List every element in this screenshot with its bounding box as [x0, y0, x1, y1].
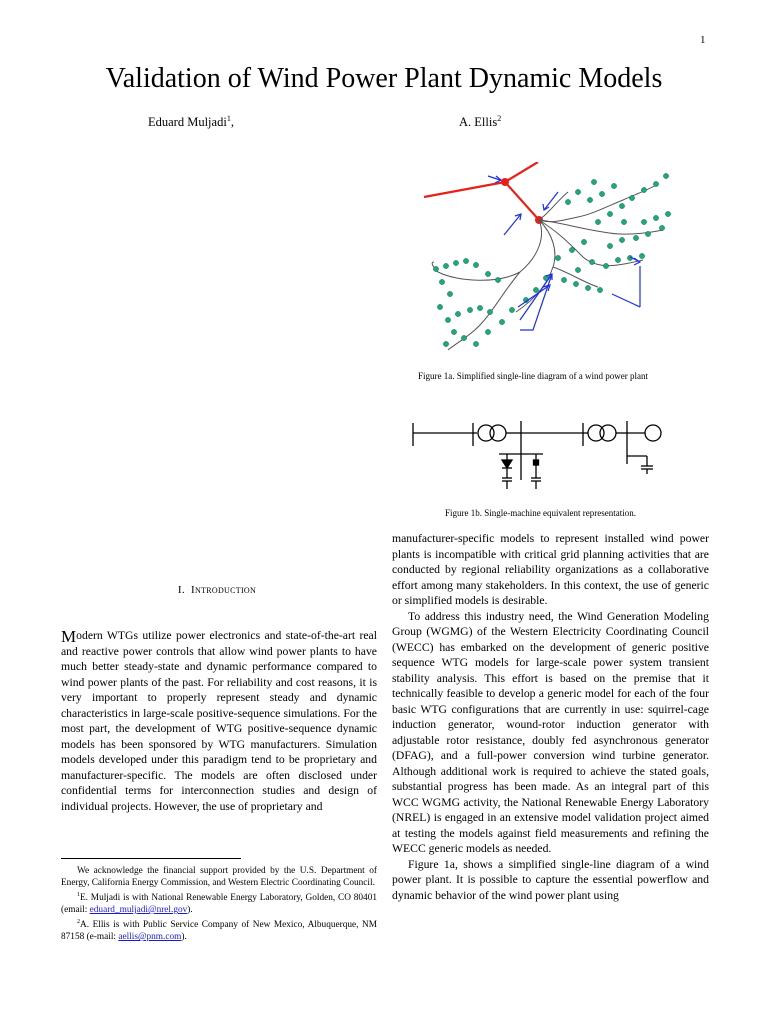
drop-cap: M	[61, 627, 77, 646]
right-column-text	[392, 531, 709, 903]
author-name: A. Ellis	[459, 115, 498, 130]
section-title: Introduction	[191, 584, 257, 596]
figure-1a-caption: Figure 1a. Simplified single-line diagram of a wind power plant	[418, 371, 648, 381]
paragraph-wgmg: To address this industry need, the Wind Generation Modeling Group (WGMG) of the Western Electricity Coordinating Council (WECC) has embarked on the development of generic positive sequence WTG models for large-scale power system transient stability analysis. This effort is based on the premise that it technically feasible to develop a generic model for each of the four basic WTG configurations that are currently in use: squirrel-cage induction generator, wound-rotor induction generator with adjustable rotor resistance, doubly fed asynchronous generator (DFAG), and a full-power conversion wind turbine generator. Although additional work is required to achieve the stated goals, substantial progress has been made. As an integral part of this WCC WGMG activity, the National Renewable Energy Laboratory (NREL) is engaged in an extensive model validation project aimed at testing the models against field measurements and refining the WECC generic models as needed.	[392, 609, 709, 855]
footnote-text-end: ).	[187, 905, 193, 916]
figure-1a-diagram	[418, 162, 688, 357]
figure-1b-diagram	[405, 416, 675, 501]
footnote-text-end: ).	[181, 932, 187, 943]
collector-feeders	[432, 184, 663, 350]
author-affiliation-mark: 1	[226, 114, 231, 123]
footnote-text: E. Muljadi is with National Renewable Energy Laboratory, Golden, CO 80401 (email:	[61, 893, 377, 916]
intro-paragraph-text: odern WTGs utilize power electronics and state-of-the-art real and reactive power controls that allow wind power plants to have much better steady-state and dynamic performance compared to wind power plants of the past. For reliability and cost reasons, it is very important to properly represent steady and dynamic characteristics in large-scale positive-sequence simulations. For the most part, the development of WTG positive-sequence dynamic models has been sponsored by WTG manufacturers. Simulation models developed under this paradigm tend to be proprietary and manufacturer-specific. The models are often disclosed under confidential terms for interconnection studies and design of individual projects. However, the use of proprietary and	[61, 629, 377, 813]
poi-bus-node	[501, 178, 509, 186]
footnote-acknowledgment: We acknowledge the financial support provided by the U.S. Department of Energy, California Energy Commission, and Western Electric Coordinating Council.	[61, 866, 377, 888]
paragraph-continued: manufacturer-specific models to represent installed wind power plants is incompatible with critical grid planning activities that are conducted by regional reliability organizations as a collaborative effort among many stakeholders. In this context, the use of generic or simplified models is desirable.	[392, 532, 709, 607]
footnote-2	[61, 916, 377, 943]
author-2	[459, 114, 501, 130]
page-number: 1	[700, 34, 706, 46]
section-number: I.	[177, 584, 185, 596]
footnotes	[61, 865, 377, 943]
paragraph-figure-ref: Figure 1a, shows a simplified single-line diagram of a wind power plant. It is possible to capture the essential powerflow and dynamic behavior of the wind power plant using	[392, 857, 709, 902]
paper-title: Validation of Wind Power Plant Dynamic Models	[105, 63, 663, 94]
email-link[interactable]: aellis@pnm.com	[118, 932, 182, 943]
substation-link	[505, 182, 539, 220]
email-link[interactable]: eduard_muljadi@nrel.gov	[89, 905, 188, 916]
left-column-text	[61, 626, 377, 814]
author-separator: ,	[230, 115, 234, 130]
footnote-text: A. Ellis is with Public Service Company of New Mexico, Albuquerque, NM 87158 (e-mail:	[61, 920, 377, 943]
footnote-mark: 1	[77, 892, 80, 898]
footnote-mark: 2	[77, 919, 80, 926]
footnote-divider	[61, 858, 241, 859]
figure-1b-caption: Figure 1b. Single-machine equivalent representation.	[445, 508, 636, 518]
transmission-line	[424, 182, 505, 197]
footnote-1	[61, 889, 377, 916]
author-1	[148, 114, 234, 130]
transmission-line	[505, 162, 538, 182]
intro-paragraph	[61, 626, 377, 814]
author-affiliation-mark: 2	[497, 114, 502, 123]
author-name: Eduard Muljadi	[148, 115, 227, 130]
section-heading	[62, 584, 372, 596]
measurement-arrows	[488, 176, 640, 330]
